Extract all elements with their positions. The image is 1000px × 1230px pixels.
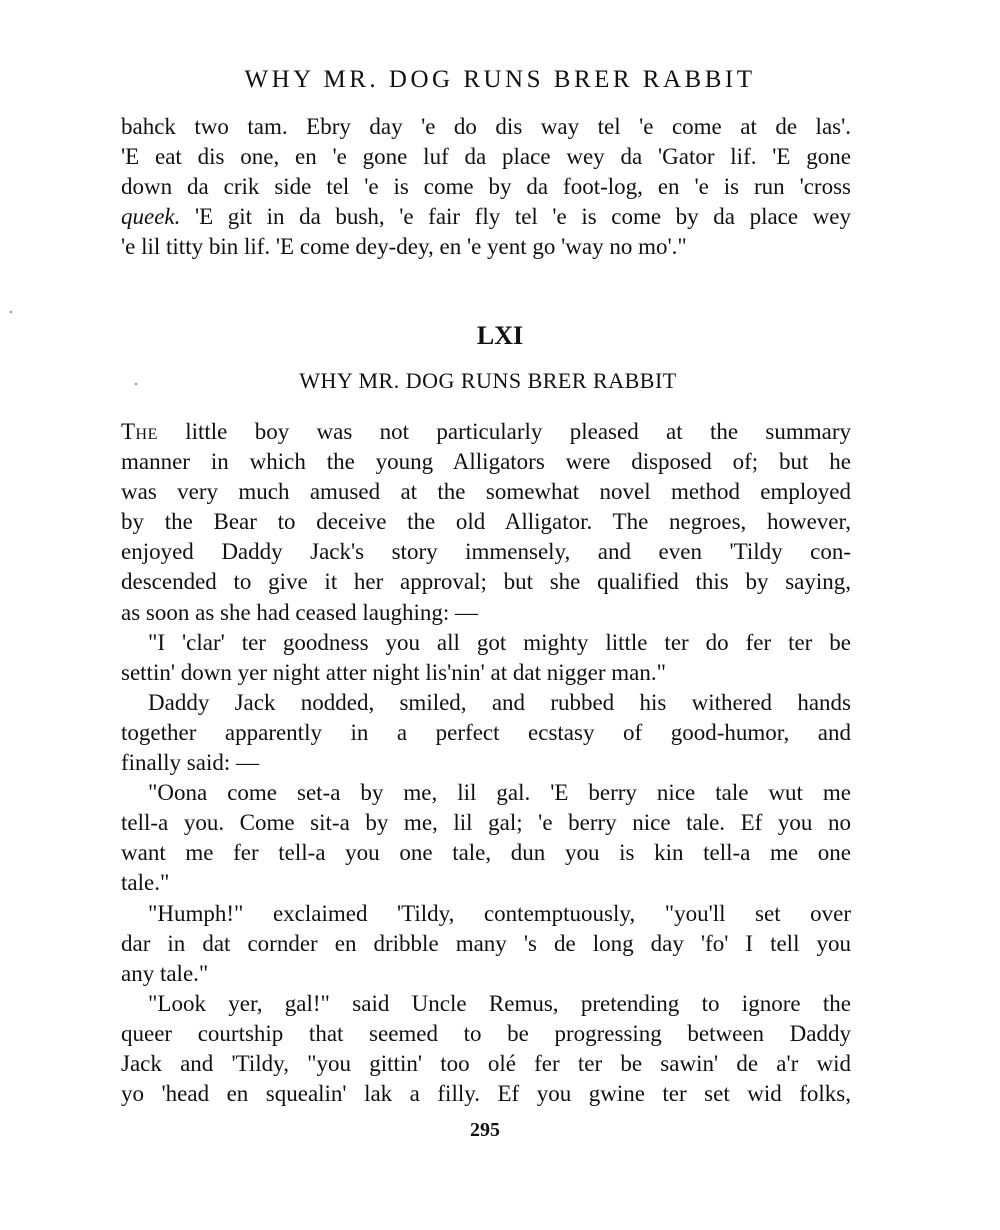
text-line: was very much amused at the somewhat novel method employed (121, 479, 851, 505)
text-line: down da crik side tel 'e is come by da foot-log, en 'e is run 'cross (121, 174, 851, 200)
scan-speck (135, 383, 137, 385)
text-line: descended to give it her approval; but she qualified this by saying, (121, 569, 851, 595)
drop-word: The (121, 419, 158, 444)
text-line: "I 'clar' ter goodness you all got mighty little ter do fer ter be (148, 629, 851, 655)
text-line: "Oona come set-a by me, lil gal. 'E berry nice tale wut me (148, 780, 851, 806)
italic-word: queek. (121, 204, 181, 230)
text-line: together apparently in a perfect ecstasy of good-humor, and (121, 719, 851, 745)
text-line: manner in which the young Alligators were disposed of; but he (121, 449, 851, 475)
chapter-title: WHY MR. DOG RUNS BRER RABBIT (299, 368, 677, 393)
text-line (121, 202, 851, 232)
text-line: 'e lil titty bin lif. 'E come dey-dey, en 'e yent go 'way no mo'." (121, 234, 687, 260)
text-line: queer courtship that seemed to be progressing between Daddy (121, 1020, 851, 1046)
page-number: 295 (470, 1119, 500, 1141)
chapter-body (121, 417, 851, 1109)
text-line: bahck two tam. Ebry day 'e do dis way tel 'e come at de las'. (121, 114, 851, 139)
text-line: yo 'head en squealin' lak a filly. Ef you gwine ter set wid folks, (121, 1081, 851, 1107)
chapter-number: LXI (476, 321, 524, 350)
text-line: as soon as she had ceased laughing: — (121, 599, 479, 625)
text-line-rest: little boy was not particularly pleased at the summary (157, 419, 851, 444)
text-line (121, 417, 851, 447)
text-line: tale." (121, 870, 170, 896)
carryover-paragraph (121, 112, 851, 262)
text-line: 'E eat dis one, en 'e gone luf da place wey da 'Gator lif. 'E gone (121, 144, 851, 170)
text-line: by the Bear to deceive the old Alligator. The negroes, however, (121, 509, 851, 535)
text-line: want me fer tell-a you one tale, dun you is kin tell-a me one (121, 840, 851, 866)
text-line: enjoyed Daddy Jack's story immensely, and even 'Tildy con- (121, 539, 851, 565)
scan-speck (10, 311, 12, 313)
text-line: tell-a you. Come sit-a by me, lil gal; 'e berry nice tale. Ef you no (121, 810, 851, 836)
text-line: Jack and 'Tildy, "you gittin' too olé fer ter be sawin' de a'r wid (121, 1050, 851, 1076)
text-line: "Humph!" exclaimed 'Tildy, contemptuously, "you'll set over (148, 900, 851, 926)
text-line: finally said: — (121, 750, 259, 776)
text-line: Daddy Jack nodded, smiled, and rubbed his withered hands (148, 689, 851, 715)
text-line: dar in dat cornder en dribble many 's de long day 'fo' I tell you (121, 930, 851, 956)
text-line: "Look yer, gal!" said Uncle Remus, pretending to ignore the (148, 990, 851, 1016)
text-line: settin' down yer night atter night lis'nin' at dat nigger man." (121, 659, 666, 685)
text-line-rest: 'E git in da bush, 'e fair fly tel 'e is come by da place wey (180, 204, 851, 230)
running-head: WHY MR. DOG RUNS BRER RABBIT (244, 66, 756, 93)
text-line: any tale." (121, 960, 209, 986)
